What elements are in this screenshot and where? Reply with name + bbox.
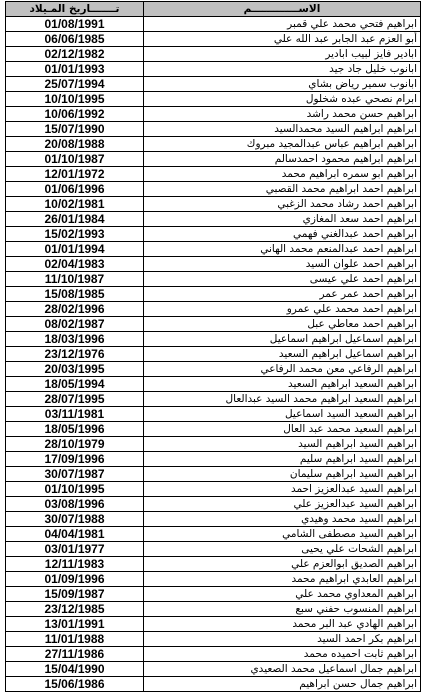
table-row [6,182,421,197]
name-cell[interactable]: ابراهيم احمد ابراهيم محمد القصبي [144,182,421,197]
name-cell[interactable]: ابراهيم العابدي ابراهيم محمد [144,572,421,587]
birth-date-cell[interactable]: 01/06/1996 [6,182,144,197]
name-cell[interactable]: ابراهيم احمد عبدالغني فهمي [144,227,421,242]
table-row [6,317,421,332]
name-cell[interactable]: ابراهيم الصديق ابوالعزم علي [144,557,421,572]
name-cell[interactable]: ابانوب سمير رياض بشاي [144,77,421,92]
name-cell[interactable]: ابراهيم احمد علوان السيد [144,257,421,272]
table-row [6,482,421,497]
table-row [6,512,421,527]
birth-date-cell[interactable]: 30/07/1988 [6,512,144,527]
table-row [6,92,421,107]
name-cell[interactable]: ابانوب خليل جاد جيد [144,62,421,77]
birth-date-cell[interactable]: 30/07/1987 [6,467,144,482]
name-cell[interactable]: ابراهيم حسن محمد راشد [144,107,421,122]
table-row [6,662,421,677]
name-cell[interactable]: ابراهيم احمد عمر عمر [144,287,421,302]
table-row [6,557,421,572]
table-row [6,452,421,467]
birth-date-cell[interactable]: 10/02/1981 [6,197,144,212]
table-row [6,47,421,62]
name-cell[interactable]: ابرام نصحي عبده شخلول [144,92,421,107]
birth-date-cell[interactable]: 15/04/1990 [6,662,144,677]
name-cell[interactable]: ابراهيم السيد محمد وهيدي [144,512,421,527]
name-cell[interactable]: ابراهيم السعيد ابراهيم السعيد [144,377,421,392]
table-row [6,362,421,377]
birth-date-cell[interactable]: 01/08/1991 [6,17,144,32]
table-row [6,572,421,587]
name-cell[interactable]: ابراهيم ابراهيم محمود احمدسالم [144,152,421,167]
birth-date-cell[interactable]: 01/10/1987 [6,152,144,167]
name-cell[interactable]: ابراهيم احمد معاطي عبل [144,317,421,332]
name-cell[interactable]: ابراهيم جمال اسماعيل محمد الصعيدي [144,662,421,677]
table-row [6,677,421,692]
table-row [6,287,421,302]
table-row [6,377,421,392]
name-cell[interactable]: ابراهيم احمد علي عيسى [144,272,421,287]
column-header-name[interactable]: الاســـــــــــــم [144,2,421,17]
column-header-birth-date[interactable]: تـــــــاريخ المـيلاد [6,2,144,17]
name-cell[interactable]: أبو العزم عبد الجابر عبد الله علي [144,32,421,47]
name-cell[interactable]: ابراهيم بكر احمد السيد [144,632,421,647]
birth-date-cell[interactable]: 03/11/1981 [6,407,144,422]
birth-date-cell[interactable]: 18/05/1994 [6,377,144,392]
name-cell[interactable]: ابراهيم السعيد السيد اسماعيل [144,407,421,422]
table-row [6,632,421,647]
birth-date-cell[interactable]: 25/07/1994 [6,77,144,92]
birth-date-cell[interactable]: 27/11/1986 [6,647,144,662]
name-cell[interactable]: ابراهيم السيد ابراهيم سليمان [144,467,421,482]
name-cell[interactable]: ابراهيم احمد محمد علي عمرو [144,302,421,317]
table-row [6,257,421,272]
birth-date-cell[interactable]: 28/10/1979 [6,437,144,452]
birth-date-cell[interactable]: 17/09/1996 [6,452,144,467]
name-cell[interactable]: ابراهيم السيد ابراهيم سليم [144,452,421,467]
table-row [6,587,421,602]
birth-date-cell[interactable]: 15/08/1985 [6,287,144,302]
table-row [6,122,421,137]
birth-date-cell[interactable]: 26/01/1984 [6,212,144,227]
birth-date-cell[interactable]: 10/10/1995 [6,92,144,107]
name-cell[interactable]: ابراهيم ابراهيم عباس عبدالمجيد مبروك [144,137,421,152]
birth-date-cell[interactable]: 04/04/1981 [6,527,144,542]
table-row [6,422,421,437]
table-row [6,617,421,632]
birth-date-cell[interactable]: 11/01/1988 [6,632,144,647]
name-cell[interactable]: ابراهيم السيد عبدالعزيز علي [144,497,421,512]
table-row [6,272,421,287]
birth-date-cell[interactable]: 02/12/1982 [6,47,144,62]
records-table [5,1,421,692]
table-row [6,227,421,242]
name-cell[interactable]: ابراهيم المعداوي محمد علي [144,587,421,602]
birth-date-cell[interactable]: 08/02/1987 [6,317,144,332]
birth-date-cell[interactable]: 01/09/1996 [6,572,144,587]
table-row [6,527,421,542]
name-cell[interactable]: ابراهيم الهادي عبد البر محمد [144,617,421,632]
name-cell[interactable]: ابراهيم احمد رشاد محمد الزغبي [144,197,421,212]
table-row [6,212,421,227]
birth-date-cell[interactable]: 20/08/1988 [6,137,144,152]
name-cell[interactable]: ابراهيم ابو سمره ابراهيم محمد [144,167,421,182]
name-cell[interactable]: ابراهيم ابراهيم السيد محمدالسيد [144,122,421,137]
table-row [6,167,421,182]
name-cell[interactable]: ابادير فايز لبيب ابادير [144,47,421,62]
name-cell[interactable]: ابراهيم فتحي محمد علي قمبر [144,17,421,32]
table-row [6,32,421,47]
spreadsheet-view [5,1,420,691]
birth-date-cell[interactable]: 13/01/1991 [6,617,144,632]
birth-date-cell[interactable]: 15/09/1987 [6,587,144,602]
birth-date-cell[interactable]: 01/01/1994 [6,242,144,257]
birth-date-cell[interactable]: 01/01/1993 [6,62,144,77]
name-cell[interactable]: ابراهيم السعيد محمد عبد العال [144,422,421,437]
table-row [6,602,421,617]
table-row [6,467,421,482]
birth-date-cell[interactable]: 18/05/1996 [6,422,144,437]
table-row [6,647,421,662]
birth-date-cell[interactable]: 23/12/1976 [6,347,144,362]
birth-date-cell[interactable]: 18/03/1996 [6,332,144,347]
birth-date-cell[interactable]: 03/01/1977 [6,542,144,557]
name-cell[interactable]: ابراهيم اسماعيل ابراهيم السعيد [144,347,421,362]
table-row [6,407,421,422]
birth-date-cell[interactable]: 15/02/1993 [6,227,144,242]
birth-date-cell[interactable]: 06/06/1985 [6,32,144,47]
birth-date-cell[interactable]: 03/08/1996 [6,497,144,512]
birth-date-cell[interactable]: 15/07/1990 [6,122,144,137]
birth-date-cell[interactable]: 12/11/1983 [6,557,144,572]
name-cell[interactable]: ابراهيم السيد مصطفى الشامي [144,527,421,542]
birth-date-cell[interactable]: 10/06/1992 [6,107,144,122]
table-row [6,302,421,317]
name-cell[interactable]: ابراهيم الشحات علي يحيى [144,542,421,557]
table-row [6,497,421,512]
table-body [6,17,421,692]
table-row [6,347,421,362]
name-cell[interactable]: ابراهيم السعيد ابراهيم محمد السيد عبدالعال [144,392,421,407]
name-cell[interactable]: ابراهيم المنسوب حفني سبع [144,602,421,617]
table-row [6,542,421,557]
birth-date-cell[interactable]: 28/07/1995 [6,392,144,407]
table-row [6,137,421,152]
table-row [6,197,421,212]
name-cell[interactable]: ابراهيم احمد سعد المغازي [144,212,421,227]
birth-date-cell[interactable]: 12/01/1972 [6,167,144,182]
birth-date-cell[interactable]: 11/10/1987 [6,272,144,287]
name-cell[interactable]: ابراهيم اسماعيل ابراهيم اسماعيل [144,332,421,347]
table-row [6,242,421,257]
table-row [6,77,421,92]
name-cell[interactable]: ابراهيم احمد عبدالمنعم محمد الهاني [144,242,421,257]
name-cell[interactable]: ابراهيم السيد ابراهيم السيد [144,437,421,452]
birth-date-cell[interactable]: 28/02/1996 [6,302,144,317]
name-cell[interactable]: ابراهيم جمال حسن ابراهيم [144,677,421,692]
birth-date-cell[interactable]: 02/04/1983 [6,257,144,272]
birth-date-cell[interactable]: 20/03/1995 [6,362,144,377]
name-cell[interactable]: ابراهيم ثابت احميده محمد [144,647,421,662]
header-row [6,2,421,17]
table-row [6,152,421,167]
birth-date-cell[interactable]: 01/10/1995 [6,482,144,497]
table-row [6,107,421,122]
name-cell[interactable]: ابراهيم السيد عبدالعزيز احمد [144,482,421,497]
table-row [6,392,421,407]
table-row [6,62,421,77]
name-cell[interactable]: ابراهيم الرفاعي معن محمد الرفاعي [144,362,421,377]
table-row [6,17,421,32]
birth-date-cell[interactable]: 15/06/1986 [6,677,144,692]
table-row [6,332,421,347]
birth-date-cell[interactable]: 23/12/1985 [6,602,144,617]
table-row [6,437,421,452]
